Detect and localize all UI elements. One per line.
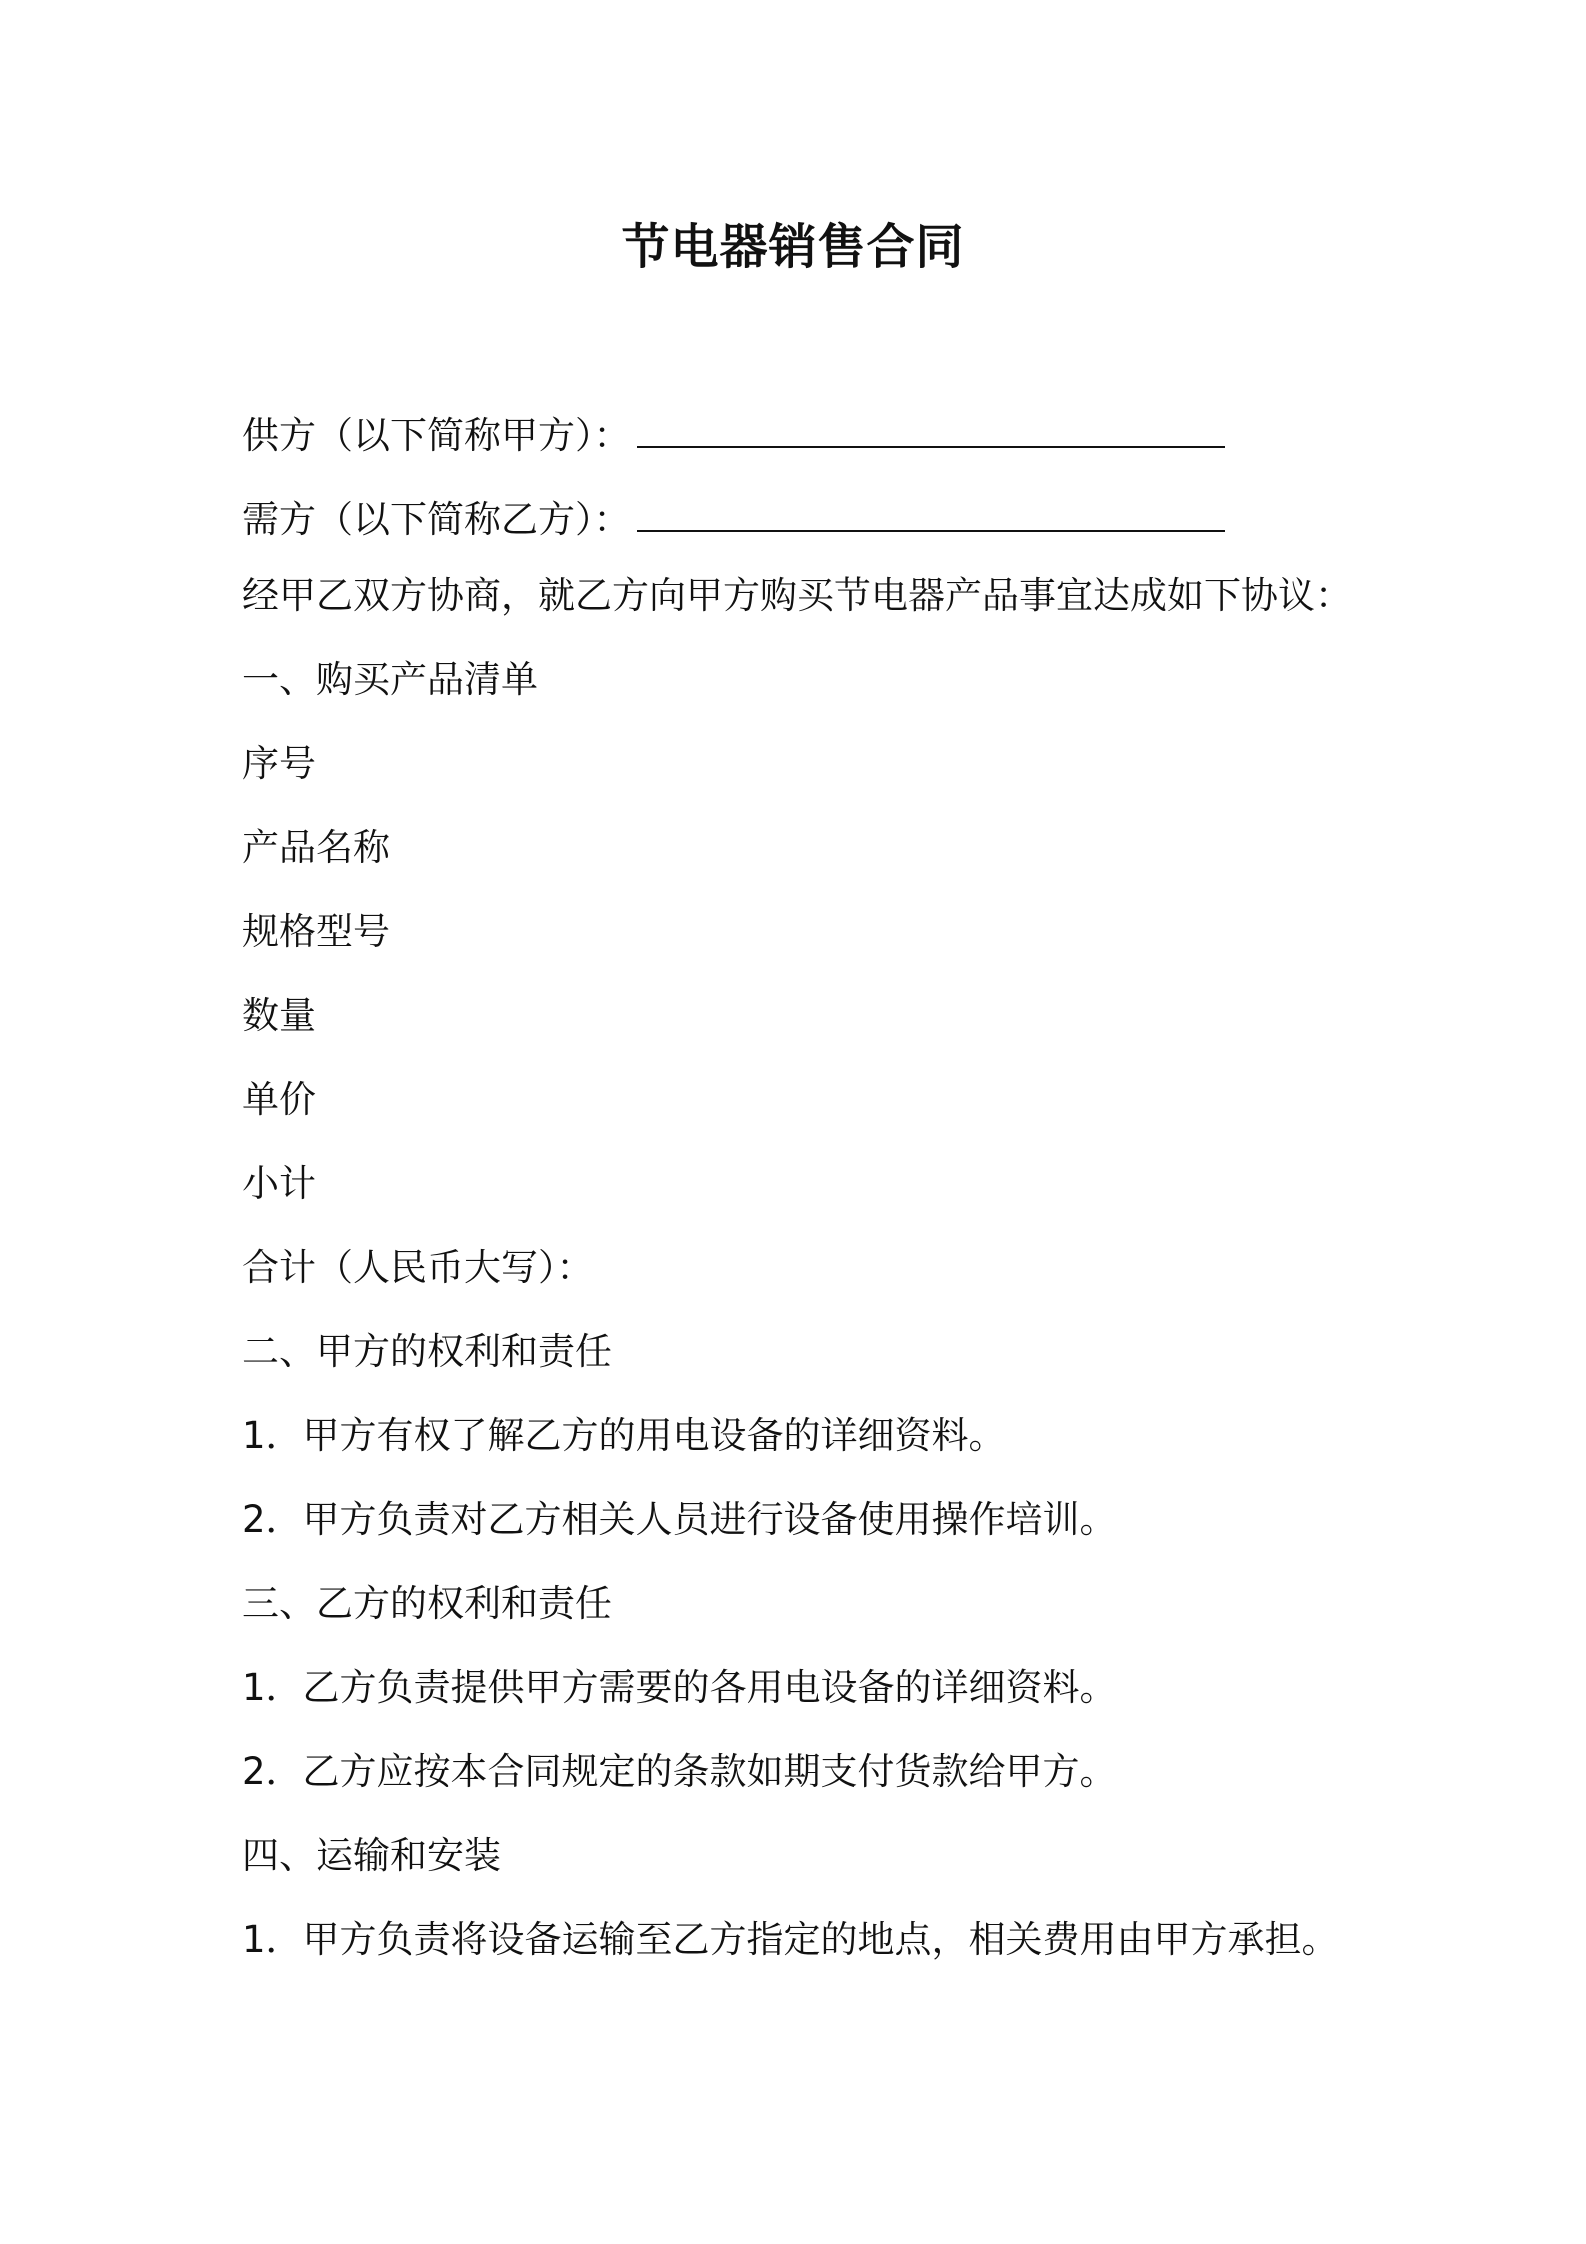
field-quantity: 数量 bbox=[242, 994, 316, 1037]
clause-item: 1．甲方有权了解乙方的用电设备的详细资料。 bbox=[242, 1414, 1006, 1457]
buyer-line bbox=[242, 496, 1422, 544]
clause-item: 2．乙方应按本合同规定的条款如期支付货款给甲方。 bbox=[242, 1750, 1117, 1793]
field-serial: 序号 bbox=[242, 742, 316, 785]
field-product-name: 产品名称 bbox=[242, 826, 390, 869]
field-subtotal: 小计 bbox=[242, 1162, 316, 1205]
document-body bbox=[242, 412, 1422, 2000]
section-heading-party-b: 三、乙方的权利和责任 bbox=[242, 1582, 612, 1625]
buyer-label: 需方（以下简称乙方）： bbox=[242, 498, 631, 541]
document-title: 节电器销售合同 bbox=[621, 219, 965, 275]
section-heading-transport: 四、运输和安装 bbox=[242, 1834, 501, 1877]
clause-item: 1．乙方负责提供甲方需要的各用电设备的详细资料。 bbox=[242, 1666, 1117, 1709]
section-heading-party-a: 二、甲方的权利和责任 bbox=[242, 1330, 612, 1373]
field-spec-model: 规格型号 bbox=[242, 910, 390, 953]
section-heading-products: 一、购买产品清单 bbox=[242, 658, 538, 701]
supplier-blank bbox=[637, 416, 1225, 448]
intro-paragraph: 经甲乙双方协商，就乙方向甲方购买节电器产品事宜达成如下协议： bbox=[242, 574, 1352, 617]
supplier-line bbox=[242, 412, 1422, 460]
buyer-blank bbox=[637, 500, 1225, 532]
field-unit-price: 单价 bbox=[242, 1078, 316, 1121]
supplier-label: 供方（以下简称甲方）： bbox=[242, 414, 631, 457]
field-total-rmb: 合计（人民币大写）： bbox=[242, 1246, 594, 1289]
clause-item: 2．甲方负责对乙方相关人员进行设备使用操作培训。 bbox=[242, 1498, 1117, 1541]
clause-item: 1．甲方负责将设备运输至乙方指定的地点，相关费用由甲方承担。 bbox=[242, 1918, 1339, 1961]
